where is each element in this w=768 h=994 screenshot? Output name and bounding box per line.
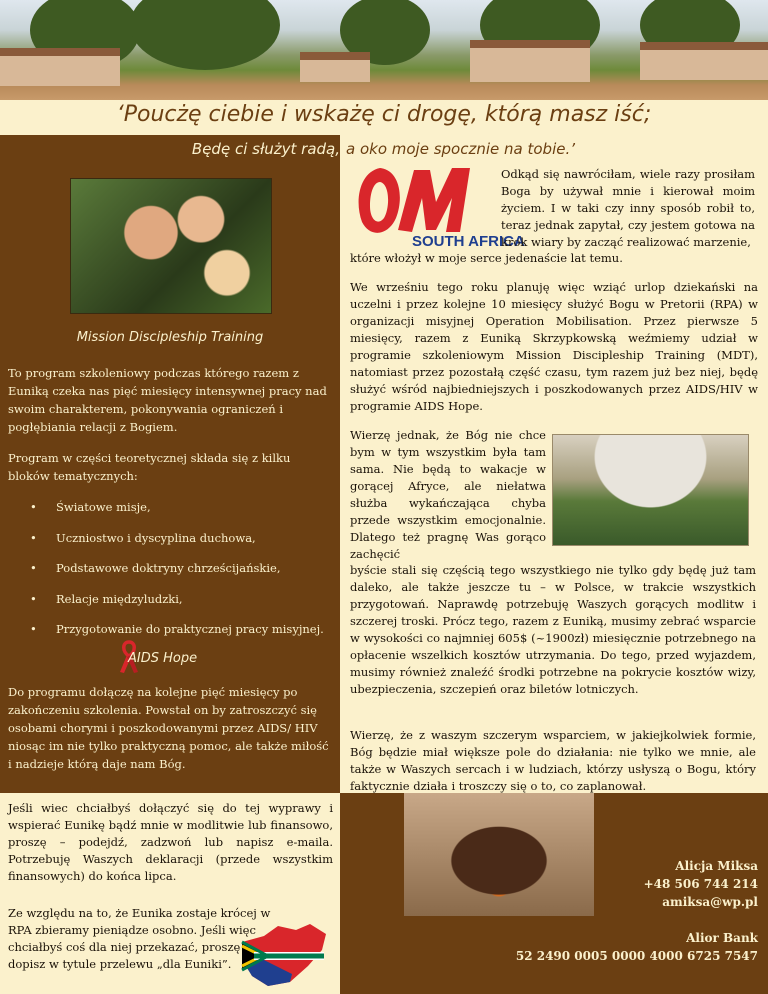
contact-email[interactable]: amiksa@wp.pl	[662, 895, 758, 909]
bank-name: Alior Bank	[686, 931, 758, 945]
bank-account-number: 52 2490 0005 0000 4000 6725 7547	[515, 949, 758, 963]
logo-caption: SOUTH AFRICA	[412, 233, 525, 250]
eunika-note: Ze względu na to, że Eunika zostaje krócej w RPA zbieramy pieniądze osobno. Jeśli więc chciałbyś coś dla niej przekazać, proszę dopisz w tytule przelewu „dla Euniki”.	[8, 906, 271, 971]
list-item: • Podstawowe doktryny chrześcijańskie,	[30, 559, 335, 590]
paragraph-1b: które włożył w moje serce jedenaście lat temu.	[350, 251, 623, 265]
mdt-heading: Mission Discipleship Training	[76, 330, 264, 345]
list-item: • Światowe misje,	[30, 498, 335, 529]
list-item: • Uczniostwo i dyscyplina duchowa,	[30, 529, 335, 560]
list-item: • Relacje międzyludzki,	[30, 590, 335, 621]
aids-heading: AIDS Hope	[128, 651, 198, 666]
quote-line-1: ‘Poucżę ciebie i wskażę ci drogę, którą masz iść;	[116, 102, 652, 127]
quote-line-2a: Będę ci służyt radą,	[0, 135, 340, 163]
aids-description: Do programu dołączę na kolejne pięć miesięcy po zakończeniu szkolenia. Powstał on by zatroszczyć się osobami chorymi i poszkodowanymi przez AIDS/ HIV niosąc im nie tylko praktyczną pomoc, ale także miłość i nadzieje którą daje nam Bóg.	[8, 685, 329, 771]
paragraph-1a: Odkąd się nawróciłam, wiele razy prosiłam Boga by używał mnie i kierował moim życiem. I w taki czy inny sposób robił to, teraz jednak zapytał, czy jestem gotowa na krok wiary by zacząć realizować marzenie,	[501, 167, 755, 249]
paragraph-4: Wierzę, że z waszym szczerym wsparciem, w jakiejkolwiek formie, Bóg będzie miał większe pole do działania: nie tylko we mnie, ale także w Waszych sercach i w ludziach, którzy usłyszą o Bogu, który faktycznie działa i troszczy się o to, co zaplanował.	[350, 728, 756, 793]
mdt-intro: Program w części teoretycznej składa się z kilku bloków tematycznych:	[8, 451, 291, 483]
paragraph-3a: Wierzę jednak, że Bóg nie chce bym w tym wszystkim była tam sama. Nie będą to wakacje w gorącej Afryce, ale niełatwa służba wykańczająca chyba przede wszystkim emocjonalnie. Dlatego też pragnę Was gorąco zachęcić	[350, 428, 546, 561]
header-photo	[0, 0, 768, 100]
children-photo	[70, 178, 272, 314]
appeal-text: Jeśli wiec chciałbyś dołączyć się do tej wyprawy i wspierać Eunikę bądź mnie w modlitwie lub finansowo, proszę – podejdź, zadzwoń lub napisz e-maila. Potrzebuję Waszych deklaracji (przede wszystkim finansowych) do końca lipca.	[8, 801, 333, 883]
mdt-topic-list	[30, 498, 335, 651]
quote-line-2b: a oko moje spocznie na tobie.’	[346, 140, 576, 158]
contact-name: Alicja Miksa	[675, 859, 758, 873]
mdt-description: To program szkoleniowy podczas którego razem z Euniką czeka nas pięć miesięcy intensywnej pracy nad swoim charakterem, pokonywania ograniczeń i pogłębiania relacji z Bogiem.	[8, 366, 327, 434]
contact-phone[interactable]: +48 506 744 214	[643, 877, 758, 891]
tent-gathering-photo	[552, 434, 749, 546]
paragraph-3b: byście stali się częścią tego wszystkiego nie tylko gdy będę już tam daleko, ale także jeszcze tu – w Polsce, w trakcie wszystkich przygotowań. Naprawdę potrzebuję Waszych gorących modlitw i szczerej troski. Prócz tego, razem z Euniką, musimy zebrać wsparcie w wysokości co najmniej 605$ (~1900zł) miesięcznie potrzebnego na opłacenie wszelkich kosztów utrzymania. Do tego, przed wyjazdem, musimy również znaleźć środki potrzebne na pokrycie kosztów wizy, ubezpieczenia, szczepień oraz biletów lotniczych.	[350, 563, 756, 696]
paragraph-2: We wrześniu tego roku planuję więc wziąć urlop dziekański na uczelni i przez kolejne 10 miesięcy służyć Bogu w Pretorii (RPA) w organizacji misyjnej Operation Mobilisation. Przez pierwsze 5 miesięcy, razem z Euniką Skrzypkowską weźmiemy udział w programie szkoleniowym Mission Discipleship Training (MDT), natomiast przez pozostałą część czasu, tym razem już bez niej, będę służyć wśród najbiedniejszych i poszkodowanych przez AIDS/HIV w programie AIDS Hope.	[350, 280, 758, 413]
south-africa-flag-map-icon	[234, 920, 334, 990]
list-item: • Przygotowanie do praktycznej pracy misyjnej.	[30, 620, 335, 651]
